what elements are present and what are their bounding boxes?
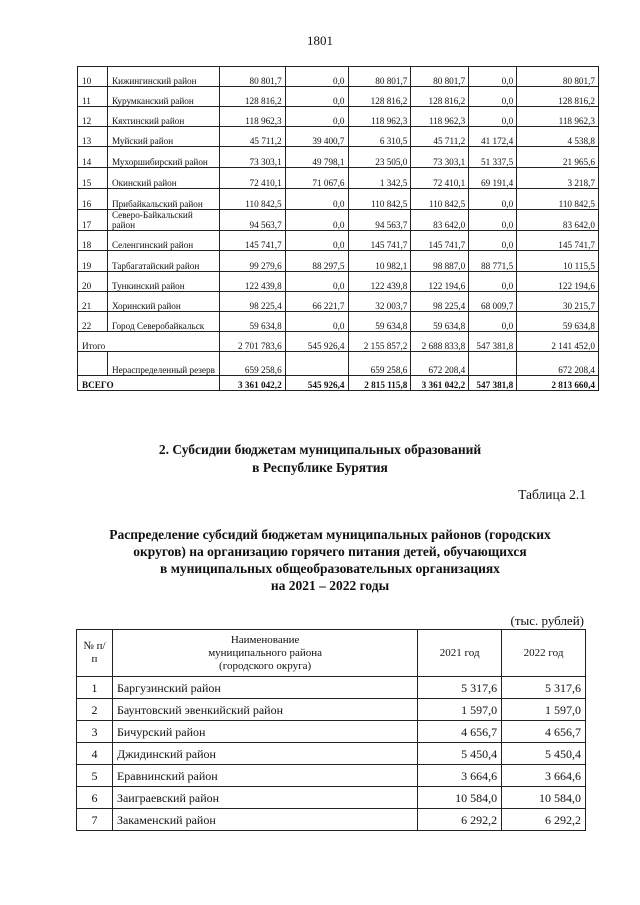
value-cell: 83 642,0 — [517, 210, 599, 231]
value-cell: 59 634,8 — [517, 312, 599, 332]
reserve-label: Нераспределенный резерв — [107, 352, 219, 376]
value-cell: 545 926,4 — [285, 376, 348, 391]
district-name: Баргузинский район — [112, 677, 417, 699]
row-number: 17 — [78, 210, 108, 231]
value-cell: 122 439,8 — [348, 272, 411, 292]
row-number: 1 — [77, 677, 113, 699]
value-cell: 51 337,5 — [469, 147, 517, 168]
row-number: 10 — [78, 67, 108, 87]
value-cell: 0,0 — [469, 87, 517, 107]
value-cell: 672 208,4 — [517, 352, 599, 376]
header-name — [112, 630, 417, 677]
table-row — [78, 210, 599, 231]
table-row — [77, 677, 586, 699]
district-name: Заиграевский район — [112, 787, 417, 809]
value-2021: 5 450,4 — [418, 743, 502, 765]
row-number — [78, 352, 108, 376]
district-name: Тункинский район — [107, 272, 219, 292]
value-cell: 80 801,7 — [348, 67, 411, 87]
value-cell: 66 221,7 — [285, 292, 348, 312]
district-name: Селенгинский район — [107, 231, 219, 251]
value-cell: 39 400,7 — [285, 127, 348, 147]
page-number: 1801 — [307, 33, 333, 48]
value-cell: 0,0 — [469, 210, 517, 231]
value-cell: 49 798,1 — [285, 147, 348, 168]
value-cell: 118 962,3 — [348, 107, 411, 127]
value-cell: 71 067,6 — [285, 168, 348, 189]
value-cell: 659 258,6 — [348, 352, 411, 376]
row-number: 20 — [78, 272, 108, 292]
value-cell: 128 816,2 — [348, 87, 411, 107]
table-row — [77, 699, 586, 721]
table-row — [78, 272, 599, 292]
units-label: (тыс. рублей) — [510, 613, 584, 628]
table-row — [78, 147, 599, 168]
value-cell: 0,0 — [469, 231, 517, 251]
value-cell: 547 381,8 — [469, 376, 517, 391]
value-cell: 80 801,7 — [219, 67, 285, 87]
value-cell: 68 009,7 — [469, 292, 517, 312]
value-cell: 0,0 — [285, 87, 348, 107]
value-cell: 2 688 833,8 — [411, 332, 469, 352]
row-number: 14 — [78, 147, 108, 168]
value-2021: 3 664,6 — [418, 765, 502, 787]
row-number: 2 — [77, 699, 113, 721]
table-row — [77, 809, 586, 831]
value-cell: 72 410,1 — [219, 168, 285, 189]
section-title-line2: в Республике Бурятия — [252, 460, 388, 475]
value-cell: 59 634,8 — [348, 312, 411, 332]
district-name: Город Северобайкальск — [107, 312, 219, 332]
value-cell: 118 962,3 — [517, 107, 599, 127]
row-number: 22 — [78, 312, 108, 332]
header-name-line: (городского округа) — [219, 659, 312, 672]
value-cell: 110 842,5 — [517, 189, 599, 210]
hot-meals-subsidy-table — [76, 629, 586, 831]
table-row — [78, 292, 599, 312]
table-row — [77, 787, 586, 809]
value-cell: 128 816,2 — [219, 87, 285, 107]
value-cell — [469, 352, 517, 376]
value-2022: 6 292,2 — [502, 809, 586, 831]
table-label: Таблица 2.1 — [518, 487, 586, 502]
value-cell: 59 634,8 — [219, 312, 285, 332]
value-cell: 73 303,1 — [219, 147, 285, 168]
value-cell: 1 342,5 — [348, 168, 411, 189]
value-cell: 110 842,5 — [411, 189, 469, 210]
table-row — [78, 87, 599, 107]
value-2022: 10 584,0 — [502, 787, 586, 809]
value-cell: 0,0 — [285, 67, 348, 87]
value-cell: 122 194,6 — [517, 272, 599, 292]
value-cell: 118 962,3 — [219, 107, 285, 127]
value-cell: 110 842,5 — [219, 189, 285, 210]
district-name: Бичурский район — [112, 721, 417, 743]
value-cell: 0,0 — [285, 210, 348, 231]
subsidy-table-continued — [77, 66, 599, 391]
district-name: Кижингинский район — [107, 67, 219, 87]
district-name: Северо-Байкальский район — [107, 210, 219, 231]
value-cell: 0,0 — [285, 272, 348, 292]
district-name: Кяхтинский район — [107, 107, 219, 127]
itogo-label: Итого — [78, 332, 220, 352]
value-2021: 6 292,2 — [418, 809, 502, 831]
value-cell: 118 962,3 — [411, 107, 469, 127]
value-cell: 3 361 042,2 — [411, 376, 469, 391]
row-number: 19 — [78, 251, 108, 272]
table-row — [77, 721, 586, 743]
district-name: Мухоршибирский район — [107, 147, 219, 168]
value-cell: 145 741,7 — [517, 231, 599, 251]
district-name: Окинский район — [107, 168, 219, 189]
value-cell: 3 218,7 — [517, 168, 599, 189]
row-number: 21 — [78, 292, 108, 312]
district-name: Еравнинский район — [112, 765, 417, 787]
total-row — [78, 376, 599, 391]
reserve-row — [78, 352, 599, 376]
table-row — [78, 189, 599, 210]
value-cell: 45 711,2 — [411, 127, 469, 147]
table-row — [77, 743, 586, 765]
value-cell: 0,0 — [469, 67, 517, 87]
value-cell: 32 003,7 — [348, 292, 411, 312]
value-cell: 69 191,4 — [469, 168, 517, 189]
value-cell — [285, 352, 348, 376]
table-row — [78, 107, 599, 127]
value-cell: 10 982,1 — [348, 251, 411, 272]
table-row — [78, 231, 599, 251]
district-name: Джидинский район — [112, 743, 417, 765]
value-cell: 128 816,2 — [517, 87, 599, 107]
value-cell: 0,0 — [285, 107, 348, 127]
district-name: Тарбагатайский район — [107, 251, 219, 272]
value-cell: 98 225,4 — [219, 292, 285, 312]
value-2021: 1 597,0 — [418, 699, 502, 721]
value-cell: 0,0 — [285, 231, 348, 251]
value-cell: 2 155 857,2 — [348, 332, 411, 352]
row-number: 15 — [78, 168, 108, 189]
value-cell: 2 813 660,4 — [517, 376, 599, 391]
value-2021: 10 584,0 — [418, 787, 502, 809]
district-name: Закаменский район — [112, 809, 417, 831]
value-2022: 4 656,7 — [502, 721, 586, 743]
value-2022: 3 664,6 — [502, 765, 586, 787]
value-cell: 4 538,8 — [517, 127, 599, 147]
value-cell: 72 410,1 — [411, 168, 469, 189]
value-cell: 23 505,0 — [348, 147, 411, 168]
value-cell: 6 310,5 — [348, 127, 411, 147]
header-2021: 2021 год — [418, 630, 502, 677]
value-cell: 545 926,4 — [285, 332, 348, 352]
value-cell: 122 439,8 — [219, 272, 285, 292]
row-number: 13 — [78, 127, 108, 147]
header-name-line: Наименование — [230, 633, 300, 646]
value-cell: 80 801,7 — [411, 67, 469, 87]
value-cell: 110 842,5 — [348, 189, 411, 210]
value-cell: 83 642,0 — [411, 210, 469, 231]
value-cell: 73 303,1 — [411, 147, 469, 168]
value-cell: 99 279,6 — [219, 251, 285, 272]
value-cell: 145 741,7 — [411, 231, 469, 251]
section-title-line1: 2. Субсидии бюджетам муниципальных образований — [158, 442, 482, 457]
value-cell: 122 194,6 — [411, 272, 469, 292]
value-2022: 5 317,6 — [502, 677, 586, 699]
value-2022: 1 597,0 — [502, 699, 586, 721]
value-cell: 0,0 — [469, 272, 517, 292]
value-cell: 672 208,4 — [411, 352, 469, 376]
row-number: 6 — [77, 787, 113, 809]
district-name: Муйский район — [107, 127, 219, 147]
row-number: 7 — [77, 809, 113, 831]
value-cell: 145 741,7 — [348, 231, 411, 251]
value-cell: 94 563,7 — [348, 210, 411, 231]
caption-line: на 2021 – 2022 годы — [270, 578, 390, 593]
district-name: Баунтовский эвенкийский район — [112, 699, 417, 721]
row-number: 16 — [78, 189, 108, 210]
value-cell: 0,0 — [285, 189, 348, 210]
row-number: 5 — [77, 765, 113, 787]
value-cell: 10 115,5 — [517, 251, 599, 272]
value-cell: 145 741,7 — [219, 231, 285, 251]
value-2022: 5 450,4 — [502, 743, 586, 765]
value-cell: 547 381,8 — [469, 332, 517, 352]
caption-line: округов) на организацию горячего питания детей, обучающихся — [133, 544, 527, 559]
value-cell: 2 701 783,6 — [219, 332, 285, 352]
table-row — [78, 127, 599, 147]
table-row — [78, 312, 599, 332]
value-cell: 0,0 — [285, 312, 348, 332]
caption-line: Распределение субсидий бюджетам муниципальных районов (городских — [109, 527, 551, 542]
value-cell: 41 172,4 — [469, 127, 517, 147]
value-2021: 4 656,7 — [418, 721, 502, 743]
value-cell: 45 711,2 — [219, 127, 285, 147]
itogo-row — [78, 332, 599, 352]
district-name: Курумканский район — [107, 87, 219, 107]
value-cell: 0,0 — [469, 189, 517, 210]
header-num: № п/п — [77, 630, 113, 677]
value-cell: 59 634,8 — [411, 312, 469, 332]
row-number: 3 — [77, 721, 113, 743]
value-cell: 88 771,5 — [469, 251, 517, 272]
value-cell: 0,0 — [469, 312, 517, 332]
value-cell: 2 815 115,8 — [348, 376, 411, 391]
value-cell: 88 297,5 — [285, 251, 348, 272]
row-number: 18 — [78, 231, 108, 251]
value-cell: 94 563,7 — [219, 210, 285, 231]
value-cell: 80 801,7 — [517, 67, 599, 87]
value-cell: 98 225,4 — [411, 292, 469, 312]
caption-line: в муниципальных общеобразовательных организациях — [160, 561, 500, 576]
value-cell: 128 816,2 — [411, 87, 469, 107]
value-2021: 5 317,6 — [418, 677, 502, 699]
row-number: 11 — [78, 87, 108, 107]
table-row — [78, 251, 599, 272]
table-row — [78, 168, 599, 189]
value-cell: 21 965,6 — [517, 147, 599, 168]
district-name: Хоринский район — [107, 292, 219, 312]
table-row — [78, 67, 599, 87]
district-name: Прибайкальский район — [107, 189, 219, 210]
value-cell: 3 361 042,2 — [219, 376, 285, 391]
header-name-line: муниципального района — [208, 646, 322, 659]
value-cell: 2 141 452,0 — [517, 332, 599, 352]
header-2022: 2022 год — [502, 630, 586, 677]
row-number: 12 — [78, 107, 108, 127]
value-cell: 98 887,0 — [411, 251, 469, 272]
table-row — [77, 765, 586, 787]
value-cell: 659 258,6 — [219, 352, 285, 376]
value-cell: 30 215,7 — [517, 292, 599, 312]
row-number: 4 — [77, 743, 113, 765]
total-label: ВСЕГО — [78, 376, 220, 391]
table-header-row — [77, 630, 586, 677]
value-cell: 0,0 — [469, 107, 517, 127]
table-caption — [60, 526, 600, 594]
